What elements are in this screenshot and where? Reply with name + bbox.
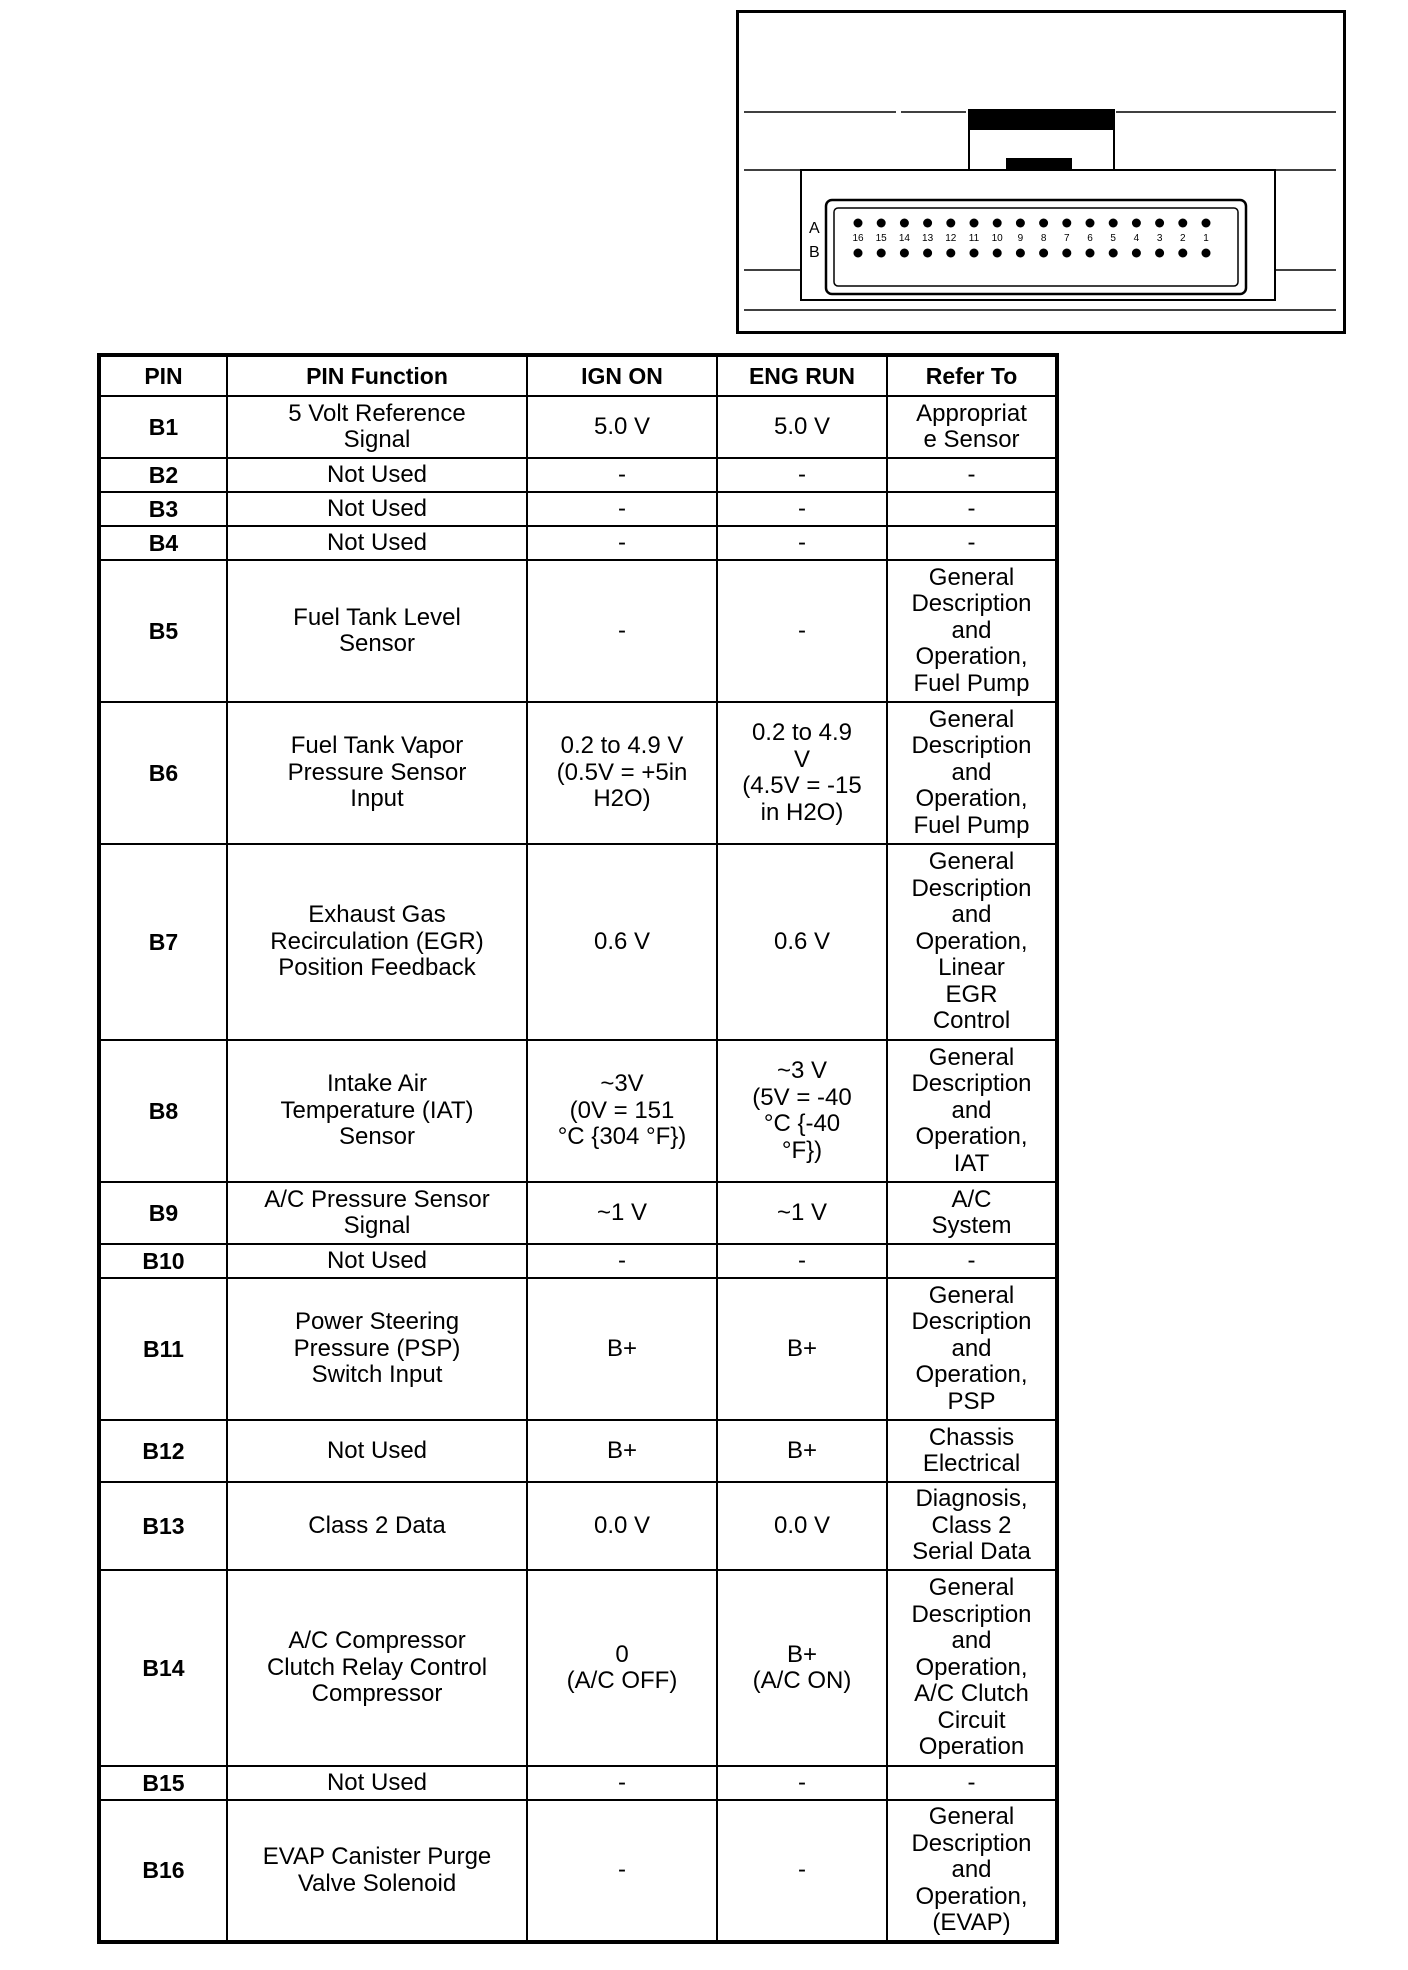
pin-number-label: 3 bbox=[1156, 233, 1163, 244]
cell-refer-to: General Description and Operation, Linear EGR Control bbox=[887, 844, 1057, 1040]
cell-eng-run: - bbox=[717, 1800, 887, 1942]
pin-b11 bbox=[970, 249, 979, 258]
pin-a8 bbox=[1039, 219, 1048, 228]
cell-refer-to: General Description and Operation, (EVAP) bbox=[887, 1800, 1057, 1942]
cell-ign-on: 0.6 V bbox=[527, 844, 717, 1040]
cell-ign-on: 0.0 V bbox=[527, 1482, 717, 1570]
cell-ign-on: ~1 V bbox=[527, 1182, 717, 1244]
cell-pin: B8 bbox=[99, 1040, 227, 1182]
cell-pin: B13 bbox=[99, 1482, 227, 1570]
table-row bbox=[99, 1040, 1057, 1182]
cell-ign-on: 0 (A/C OFF) bbox=[527, 1570, 717, 1766]
pin-a9 bbox=[1016, 219, 1025, 228]
pin-number-label: 4 bbox=[1133, 233, 1140, 244]
cell-function: Fuel Tank Level Sensor bbox=[227, 560, 527, 702]
cell-function: Intake Air Temperature (IAT) Sensor bbox=[227, 1040, 527, 1182]
cell-function: Not Used bbox=[227, 1244, 527, 1278]
cell-ign-on: B+ bbox=[527, 1420, 717, 1482]
pin-b16 bbox=[854, 249, 863, 258]
cell-eng-run: 0.6 V bbox=[717, 844, 887, 1040]
pin-number-label: 13 bbox=[922, 233, 934, 244]
pin-b2 bbox=[1178, 249, 1187, 258]
cell-refer-to: - bbox=[887, 492, 1057, 526]
header-ign-on: IGN ON bbox=[527, 355, 717, 396]
table-row bbox=[99, 1420, 1057, 1482]
cell-refer-to: Chassis Electrical bbox=[887, 1420, 1057, 1482]
cell-function: Not Used bbox=[227, 1420, 527, 1482]
cell-eng-run: - bbox=[717, 560, 887, 702]
cell-refer-to: - bbox=[887, 526, 1057, 560]
pin-number-label: 15 bbox=[875, 233, 887, 244]
pin-number-label: 7 bbox=[1064, 233, 1070, 244]
row-label-a: A bbox=[809, 220, 820, 237]
cell-pin: B10 bbox=[99, 1244, 227, 1278]
pin-b8 bbox=[1039, 249, 1048, 258]
cell-ign-on: B+ bbox=[527, 1278, 717, 1420]
pin-a11 bbox=[970, 219, 979, 228]
pin-b7 bbox=[1062, 249, 1071, 258]
pin-number-label: 12 bbox=[945, 233, 957, 244]
pin-number-label: 11 bbox=[968, 233, 980, 244]
cell-pin: B3 bbox=[99, 492, 227, 526]
cell-pin: B15 bbox=[99, 1766, 227, 1800]
pin-number-label: 8 bbox=[1040, 233, 1047, 244]
pin-b4 bbox=[1132, 249, 1141, 258]
cell-refer-to: Appropriat e Sensor bbox=[887, 396, 1057, 458]
cell-refer-to: General Description and Operation, A/C Clutch Circuit Operation bbox=[887, 1570, 1057, 1766]
pin-b5 bbox=[1109, 249, 1118, 258]
table-row bbox=[99, 1766, 1057, 1800]
pin-number-label: 10 bbox=[991, 233, 1003, 244]
cell-ign-on: - bbox=[527, 526, 717, 560]
cell-eng-run: ~1 V bbox=[717, 1182, 887, 1244]
cell-eng-run: 5.0 V bbox=[717, 396, 887, 458]
pin-number-label: 5 bbox=[1110, 233, 1116, 244]
table-row bbox=[99, 526, 1057, 560]
pin-number-label: 2 bbox=[1180, 233, 1186, 244]
cell-function: Fuel Tank Vapor Pressure Sensor Input bbox=[227, 702, 527, 844]
table-row bbox=[99, 1800, 1057, 1942]
pin-a15 bbox=[877, 219, 886, 228]
cell-ign-on: - bbox=[527, 1800, 717, 1942]
cell-ign-on: ~3V (0V = 151 °C {304 °F}) bbox=[527, 1040, 717, 1182]
cell-function: EVAP Canister Purge Valve Solenoid bbox=[227, 1800, 527, 1942]
pin-b10 bbox=[993, 249, 1002, 258]
table-row bbox=[99, 560, 1057, 702]
table-header-row bbox=[99, 355, 1057, 396]
cell-refer-to: General Description and Operation, Fuel Pump bbox=[887, 702, 1057, 844]
table-row bbox=[99, 1244, 1057, 1278]
cell-refer-to: A/C System bbox=[887, 1182, 1057, 1244]
header-refer-to: Refer To bbox=[887, 355, 1057, 396]
cell-ign-on: - bbox=[527, 1244, 717, 1278]
cell-pin: B4 bbox=[99, 526, 227, 560]
pin-a5 bbox=[1109, 219, 1118, 228]
pinout-table bbox=[97, 353, 1059, 1944]
table-row bbox=[99, 492, 1057, 526]
pin-number-label: 16 bbox=[852, 233, 864, 244]
pin-b3 bbox=[1155, 249, 1164, 258]
pin-number-label: 14 bbox=[898, 233, 910, 244]
table-row bbox=[99, 1182, 1057, 1244]
cell-function: Not Used bbox=[227, 526, 527, 560]
connector-diagram bbox=[736, 10, 1346, 334]
cell-eng-run: 0.0 V bbox=[717, 1482, 887, 1570]
pin-a7 bbox=[1062, 219, 1071, 228]
table-row bbox=[99, 1570, 1057, 1766]
cell-ign-on: - bbox=[527, 560, 717, 702]
cell-eng-run: B+ bbox=[717, 1278, 887, 1420]
cell-function: Exhaust Gas Recirculation (EGR) Position Feedback bbox=[227, 844, 527, 1040]
cell-ign-on: 0.2 to 4.9 V (0.5V = +5in H2O) bbox=[527, 702, 717, 844]
table-row bbox=[99, 458, 1057, 492]
pin-b12 bbox=[946, 249, 955, 258]
cell-ign-on: - bbox=[527, 458, 717, 492]
pin-number-label: 9 bbox=[1017, 233, 1024, 244]
cell-refer-to: - bbox=[887, 458, 1057, 492]
cell-pin: B6 bbox=[99, 702, 227, 844]
pin-a13 bbox=[923, 219, 932, 228]
cell-function: Not Used bbox=[227, 492, 527, 526]
pin-b1 bbox=[1202, 249, 1211, 258]
table-row bbox=[99, 1278, 1057, 1420]
cell-eng-run: 0.2 to 4.9 V (4.5V = -15 in H2O) bbox=[717, 702, 887, 844]
cell-pin: B9 bbox=[99, 1182, 227, 1244]
cell-eng-run: - bbox=[717, 1244, 887, 1278]
pin-a3 bbox=[1155, 219, 1164, 228]
cell-function: Not Used bbox=[227, 1766, 527, 1800]
cell-eng-run: - bbox=[717, 458, 887, 492]
pin-a1 bbox=[1202, 219, 1211, 228]
pin-number-label: 1 bbox=[1203, 233, 1209, 244]
pin-a14 bbox=[900, 219, 909, 228]
cell-pin: B14 bbox=[99, 1570, 227, 1766]
cell-pin: B12 bbox=[99, 1420, 227, 1482]
cell-eng-run: ~3 V (5V = -40 °C {-40 °F}) bbox=[717, 1040, 887, 1182]
cell-pin: B7 bbox=[99, 844, 227, 1040]
pin-a16 bbox=[854, 219, 863, 228]
pin-b9 bbox=[1016, 249, 1025, 258]
cell-refer-to: Diagnosis, Class 2 Serial Data bbox=[887, 1482, 1057, 1570]
cell-function: Not Used bbox=[227, 458, 527, 492]
header-eng-run: ENG RUN bbox=[717, 355, 887, 396]
pin-b15 bbox=[877, 249, 886, 258]
pin-a2 bbox=[1178, 219, 1187, 228]
cell-pin: B16 bbox=[99, 1800, 227, 1942]
cell-ign-on: - bbox=[527, 492, 717, 526]
header-pin-function: PIN Function bbox=[227, 355, 527, 396]
cell-pin: B5 bbox=[99, 560, 227, 702]
cell-refer-to: General Description and Operation, Fuel Pump bbox=[887, 560, 1057, 702]
table-row bbox=[99, 396, 1057, 458]
cell-refer-to: General Description and Operation, PSP bbox=[887, 1278, 1057, 1420]
pin-a4 bbox=[1132, 219, 1141, 228]
cell-ign-on: - bbox=[527, 1766, 717, 1800]
cell-function: A/C Compressor Clutch Relay Control Compressor bbox=[227, 1570, 527, 1766]
pin-a12 bbox=[946, 219, 955, 228]
table-row bbox=[99, 1482, 1057, 1570]
cell-eng-run: B+ (A/C ON) bbox=[717, 1570, 887, 1766]
cell-eng-run: - bbox=[717, 1766, 887, 1800]
pin-number-label: 6 bbox=[1087, 233, 1093, 244]
cell-function: Class 2 Data bbox=[227, 1482, 527, 1570]
cell-refer-to: - bbox=[887, 1244, 1057, 1278]
pin-a6 bbox=[1086, 219, 1095, 228]
row-label-b: B bbox=[809, 244, 820, 261]
cell-ign-on: 5.0 V bbox=[527, 396, 717, 458]
pin-b14 bbox=[900, 249, 909, 258]
cell-pin: B11 bbox=[99, 1278, 227, 1420]
pin-a10 bbox=[993, 219, 1002, 228]
cell-pin: B1 bbox=[99, 396, 227, 458]
cell-function: 5 Volt Reference Signal bbox=[227, 396, 527, 458]
table-row bbox=[99, 844, 1057, 1040]
cell-pin: B2 bbox=[99, 458, 227, 492]
cell-function: Power Steering Pressure (PSP) Switch Input bbox=[227, 1278, 527, 1420]
cell-eng-run: B+ bbox=[717, 1420, 887, 1482]
table-row bbox=[99, 702, 1057, 844]
cell-eng-run: - bbox=[717, 492, 887, 526]
pin-b13 bbox=[923, 249, 932, 258]
cell-function: A/C Pressure Sensor Signal bbox=[227, 1182, 527, 1244]
cell-refer-to: General Description and Operation, IAT bbox=[887, 1040, 1057, 1182]
cell-refer-to: - bbox=[887, 1766, 1057, 1800]
cell-eng-run: - bbox=[717, 526, 887, 560]
pin-b6 bbox=[1086, 249, 1095, 258]
header-pin: PIN bbox=[99, 355, 227, 396]
